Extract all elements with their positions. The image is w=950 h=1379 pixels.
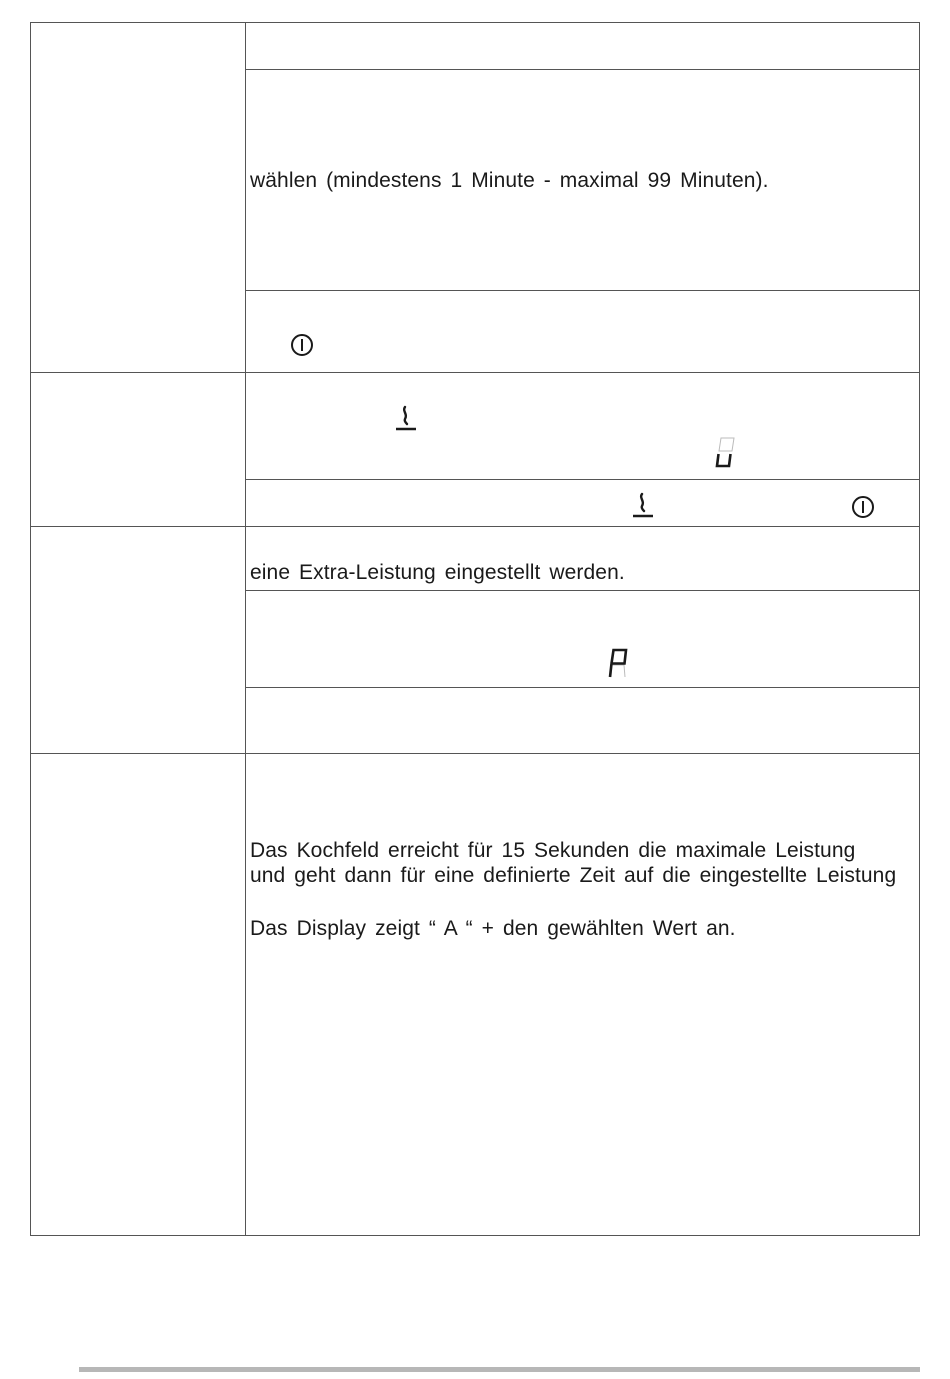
boost-text-line-2: und geht dann für eine definierte Zeit auf die eingestellte Leistung [250, 864, 897, 887]
table-border-bottom [30, 1235, 920, 1236]
column-divider [245, 22, 246, 1236]
seven-segment-u-icon [714, 436, 738, 475]
table-border-top [30, 22, 920, 23]
footer-bar [79, 1367, 920, 1372]
power-icon [851, 495, 875, 524]
cell-divider [245, 687, 920, 688]
power-icon [290, 333, 314, 362]
cell-divider [245, 69, 920, 70]
row-divider [30, 372, 920, 373]
row-divider [30, 753, 920, 754]
display-text: Das Display zeigt “ A “ + den gewählten Wert an. [250, 917, 736, 940]
cell-divider [245, 590, 920, 591]
cell-divider [245, 290, 920, 291]
seven-segment-p-icon [607, 647, 631, 686]
heat-icon [631, 491, 655, 524]
heat-icon [394, 404, 418, 437]
table-border-right [919, 22, 920, 1236]
timer-range-text: wählen (mindestens 1 Minute - maximal 99 Minuten). [250, 169, 769, 192]
cell-divider [245, 479, 920, 480]
boost-text-line-1-content: Das Kochfeld erreicht für 15 Sekunden die maximale Leistung [250, 839, 856, 862]
table-border-left [30, 22, 31, 1236]
boost-text-line-1 [250, 838, 866, 863]
extra-power-text: eine Extra-Leistung eingestellt werden. [250, 561, 625, 584]
row-divider [30, 526, 920, 527]
